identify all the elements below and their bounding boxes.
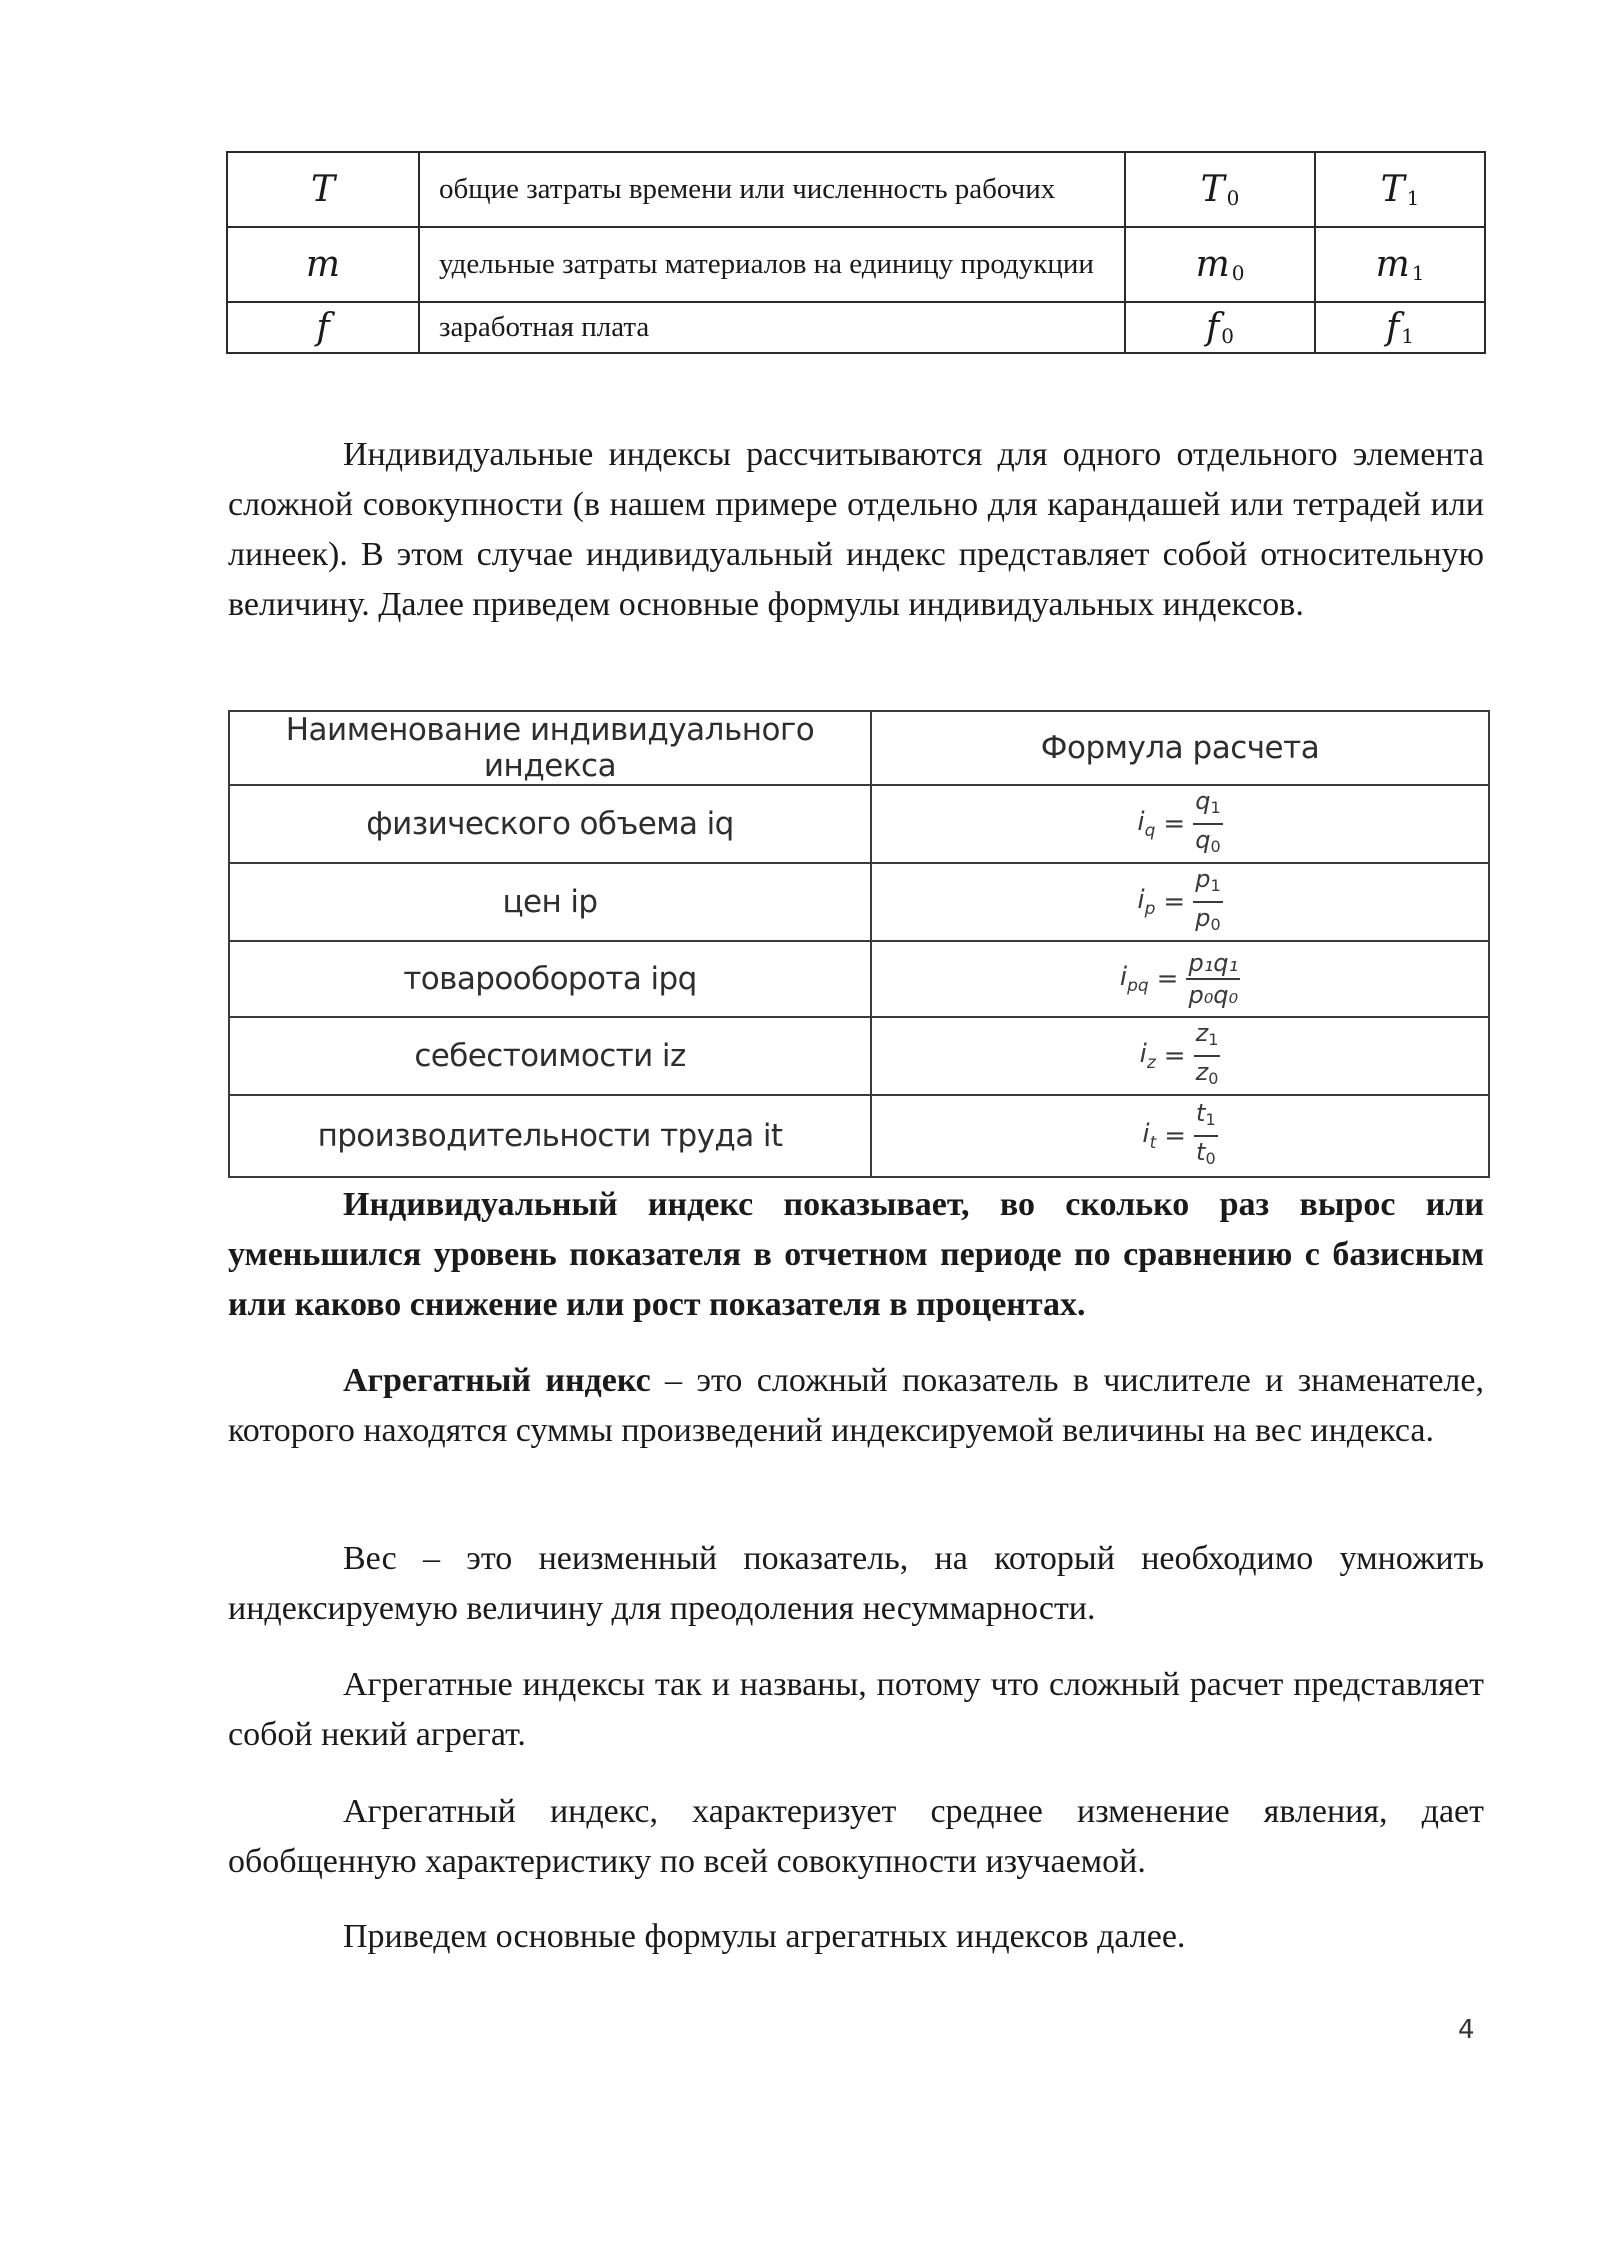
symbols-table (226, 151, 1486, 354)
header-formula: Формула расчета (871, 711, 1489, 785)
base-symbol: f (1205, 307, 1220, 348)
formula (1137, 786, 1222, 862)
numerator: $t_1$ (1194, 1098, 1218, 1137)
numerator: p₁q₁ (1186, 948, 1240, 980)
table-row (229, 941, 1489, 1017)
table-row (229, 1095, 1489, 1177)
header-name: Наименование индивидуального индекса (229, 711, 871, 785)
formula-lhs: $i_t$ (1142, 1119, 1157, 1153)
index-name: физического объема iq (229, 785, 871, 863)
base-symbol: T (1200, 169, 1225, 210)
symbol-cell: m (227, 227, 419, 302)
numerator: $p_1$ (1193, 864, 1222, 903)
table-row (227, 227, 1485, 302)
paragraph-individual-index-meaning: Индивидуальный индекс показывает, во сколько раз вырос или уменьшился уровень показателя в отчетном периоде по сравнению с базисным или каково снижение или рост показателя в процентах. (228, 1186, 1484, 1323)
page-number: 4 (1458, 2015, 1475, 2045)
aggregate-index-term: Агрегатный индекс (343, 1362, 651, 1399)
base-subscript: 0 (1226, 186, 1240, 210)
formula (1120, 948, 1240, 1010)
equals-sign: = (1156, 964, 1179, 994)
numerator: $q_1$ (1193, 786, 1222, 825)
fraction (1193, 864, 1222, 940)
table-row (227, 302, 1485, 353)
report-symbol: T (1380, 169, 1405, 210)
table-row (229, 785, 1489, 863)
table-row (229, 863, 1489, 941)
index-formula-table (228, 710, 1490, 1178)
equals-sign: = (1163, 1041, 1186, 1071)
formula-cell (871, 1017, 1489, 1095)
denominator: $p_0$ (1195, 904, 1221, 934)
paragraph-formulas-intro: Приведем основные формулы агрегатных индексов далее. (343, 1918, 1186, 1955)
formula (1140, 1018, 1221, 1094)
base-subscript: 0 (1231, 261, 1245, 285)
description-cell: заработная плата (419, 302, 1125, 353)
paragraph-individual-indices: Индивидуальные индексы рассчитываются для одного отдельного элемента сложной совокупности (в нашем примере отдельно для карандашей или тетрадей или линеек). В этом случае индивидуальный индекс представляет собой относительную величину. Далее приведем основные формулы индивидуальных индексов. (228, 436, 1484, 623)
formula (1142, 1098, 1217, 1174)
denominator: p₀q₀ (1188, 981, 1239, 1009)
description-cell: удельные затраты материалов на единицу продукции (419, 227, 1125, 302)
index-formula-table-wrap (228, 710, 1490, 1168)
index-name: цен ip (229, 863, 871, 941)
formula-lhs: $i_p$ (1137, 885, 1156, 919)
table-row (227, 152, 1485, 227)
paragraph-aggregate-index-definition (228, 1356, 1484, 1456)
symbol-cell: T (227, 152, 419, 227)
base-symbol-cell (1125, 227, 1315, 302)
fraction (1194, 1098, 1218, 1174)
equals-sign: = (1163, 887, 1186, 917)
report-symbol: f (1385, 307, 1400, 348)
formula-lhs: $i_q$ (1137, 807, 1156, 841)
paragraph-weight-definition: Вес – это неизменный показатель, на который необходимо умножить индексируемую величину для преодоления несуммарности. (228, 1540, 1484, 1627)
report-symbol: m (1375, 244, 1410, 285)
fraction (1193, 786, 1222, 862)
index-name: себестоимости iz (229, 1017, 871, 1095)
table-row (229, 1017, 1489, 1095)
report-subscript: 1 (1401, 324, 1415, 348)
denominator: $t_0$ (1196, 1138, 1216, 1168)
equals-sign: = (1164, 1121, 1187, 1151)
formula-cell (871, 1095, 1489, 1177)
report-symbol-cell (1315, 302, 1485, 353)
base-symbol-cell (1125, 302, 1315, 353)
base-symbol: m (1195, 244, 1230, 285)
formula-cell (871, 941, 1489, 1017)
report-subscript: 1 (1406, 186, 1420, 210)
index-name: товарооборота ipq (229, 941, 871, 1017)
fraction (1194, 1018, 1221, 1094)
report-symbol-cell (1315, 152, 1485, 227)
numerator: $z_1$ (1194, 1018, 1221, 1057)
formula (1137, 864, 1222, 940)
formula-lhs: $i_{pq}$ (1119, 962, 1149, 996)
denominator: $q_0$ (1195, 826, 1221, 856)
paragraph-aggregate-naming: Агрегатные индексы так и названы, потому что сложный расчет представляет собой некий агрегат. (228, 1666, 1484, 1753)
base-symbol-cell (1125, 152, 1315, 227)
formula-cell (871, 785, 1489, 863)
aggregate-index-text: – это сложный показатель в числителе и знаменателе, которого находятся суммы произведений индексируемой величины на вес индекса. (228, 1362, 1484, 1449)
denominator: $z_0$ (1195, 1058, 1219, 1088)
fraction (1186, 948, 1240, 1010)
table-header-row (229, 711, 1489, 785)
formula-cell (871, 863, 1489, 941)
base-subscript: 0 (1221, 324, 1235, 348)
symbol-cell: f (227, 302, 419, 353)
formula-lhs: $i_z$ (1139, 1039, 1156, 1073)
description-cell: общие затраты времени или численность рабочих (419, 152, 1125, 227)
equals-sign: = (1163, 809, 1186, 839)
report-subscript: 1 (1411, 261, 1425, 285)
report-symbol-cell (1315, 227, 1485, 302)
paragraph-aggregate-characteristic: Агрегатный индекс, характеризует среднее изменение явления, дает обобщенную характеристику по всей совокупности изучаемой. (228, 1793, 1484, 1880)
index-name: производительности труда it (229, 1095, 871, 1177)
